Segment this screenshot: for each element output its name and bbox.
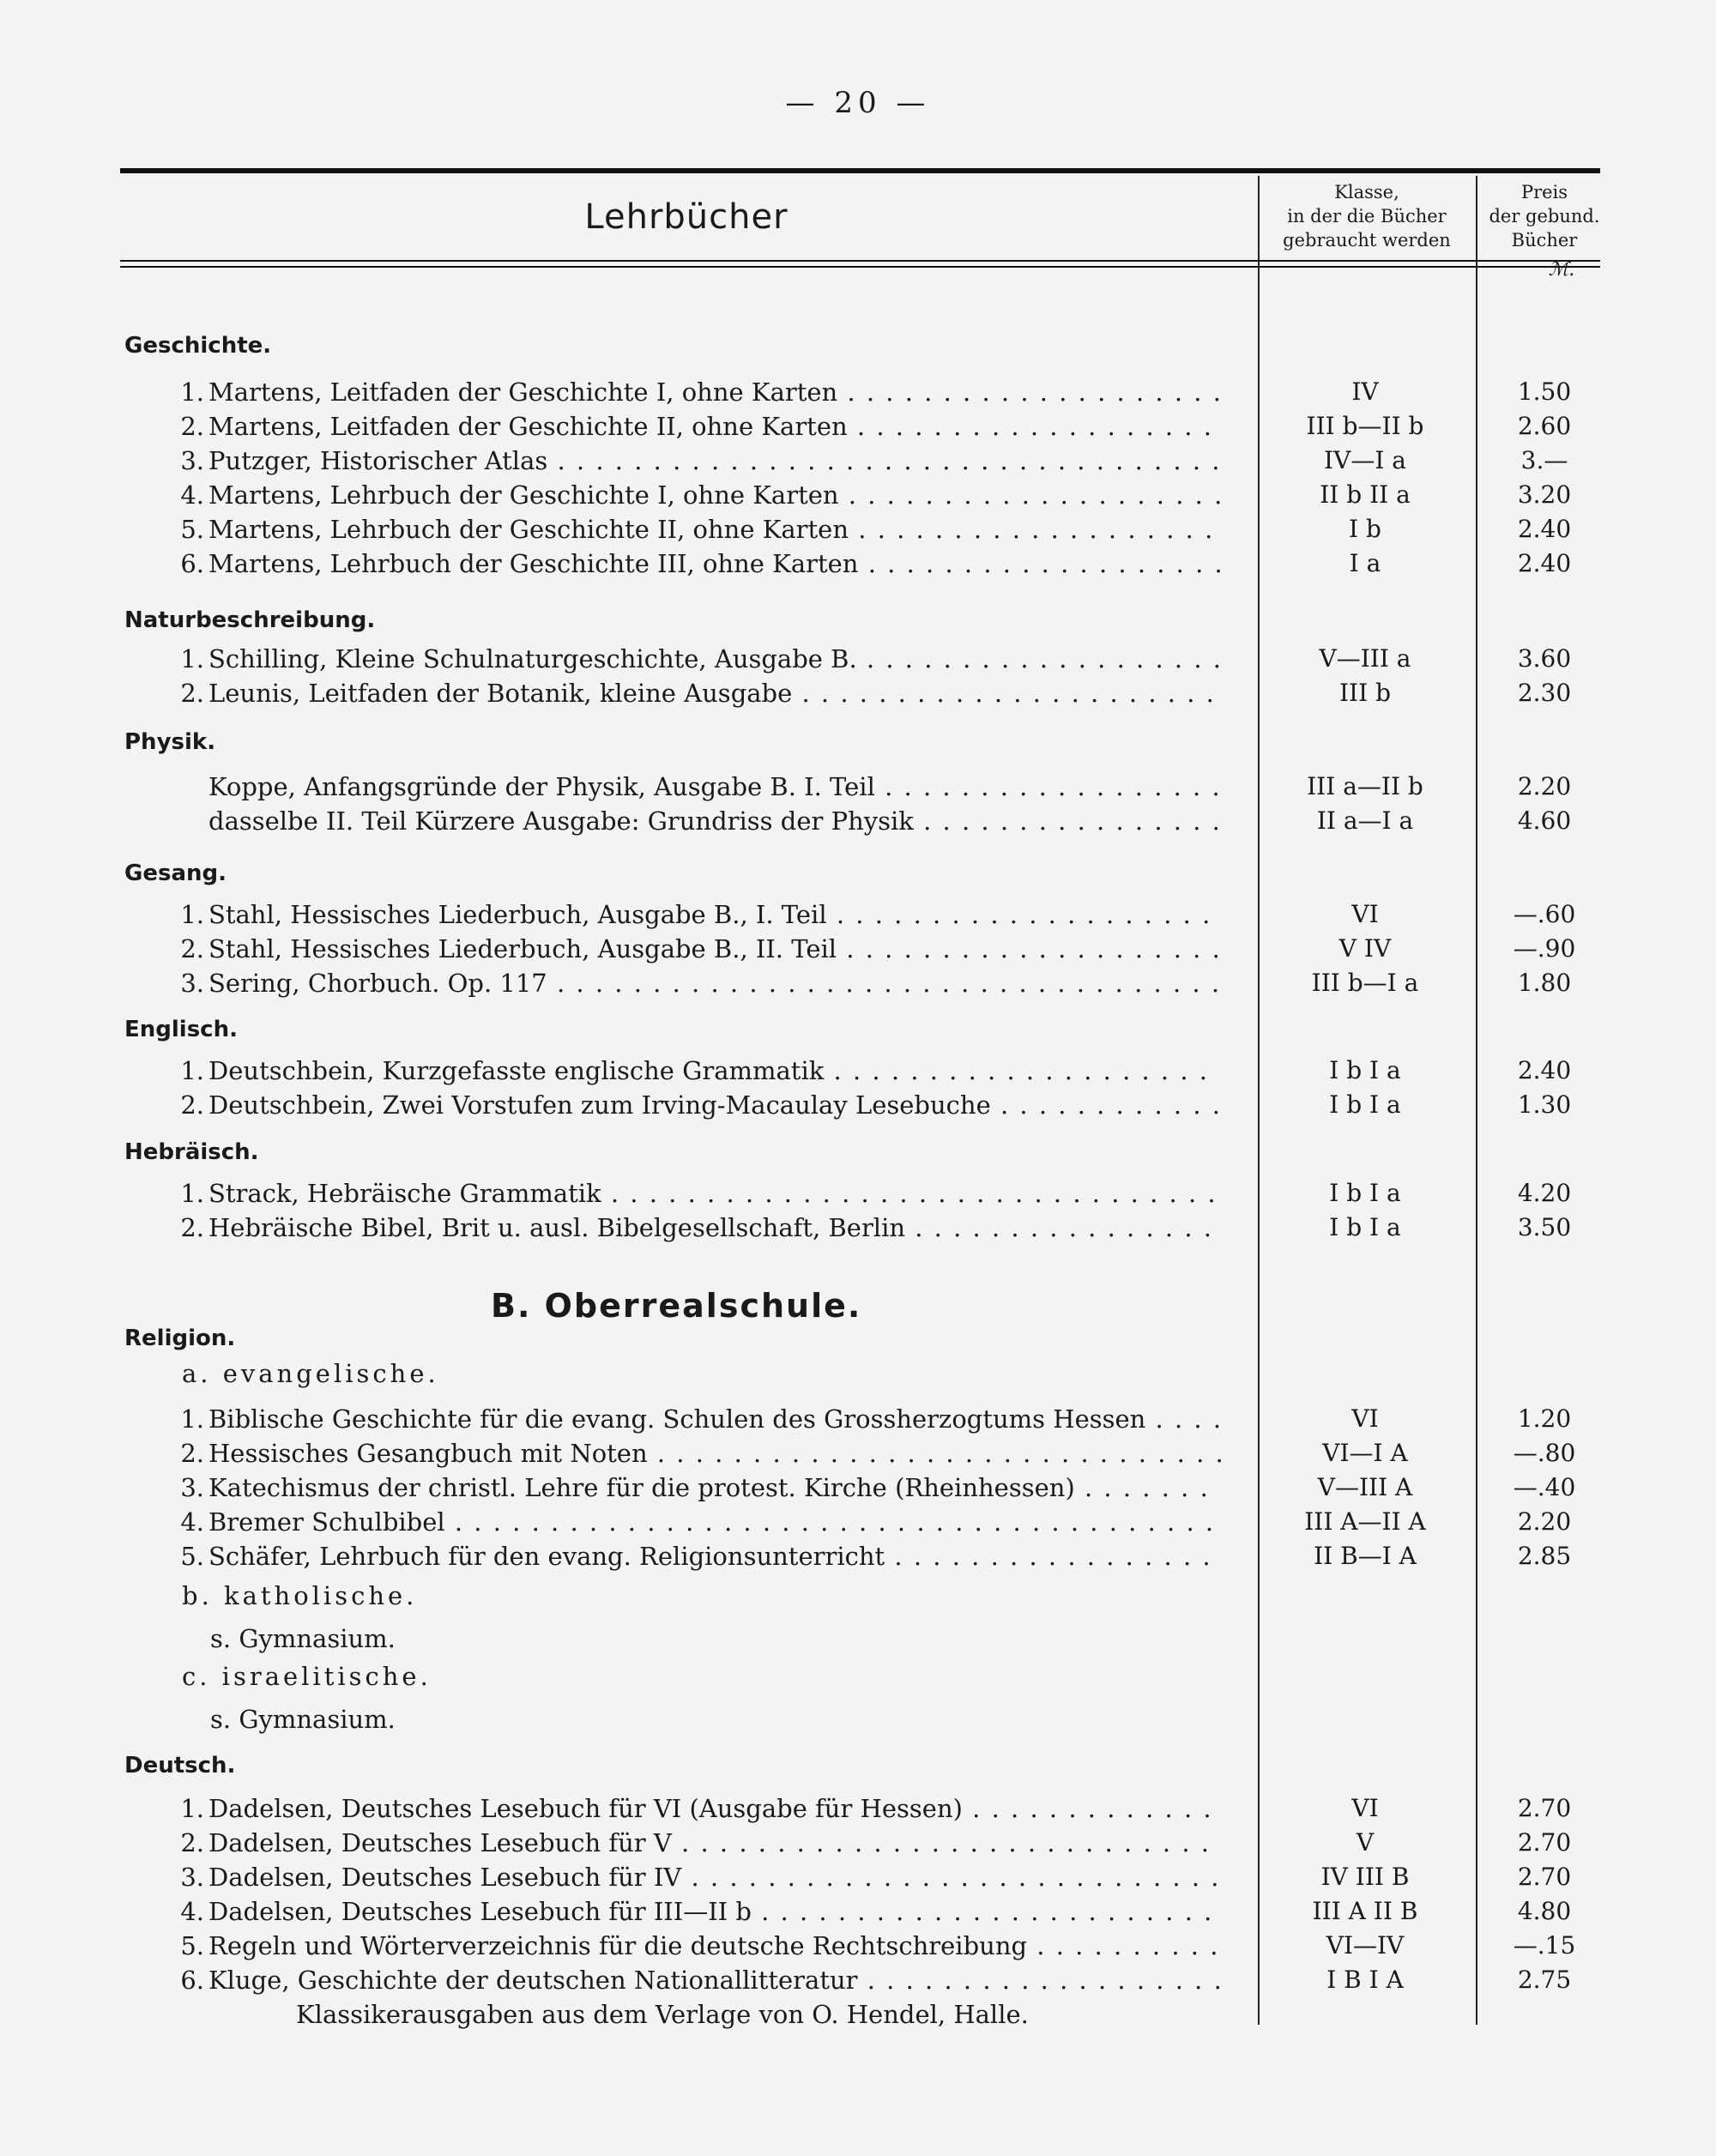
book-price: 1.30 [1517,1090,1572,1119]
book-title: Martens, Lehrbuch der Geschichte II, ohne Karten . . . [208,512,1221,547]
subject-heading-naturbeschreibung: Naturbeschreibung. [124,607,376,633]
klasse-header-line: gebraucht werden [1283,230,1451,251]
book-price: 2.70 [1517,1828,1572,1857]
book-row [0,1791,1716,1826]
book-number: 3. [180,446,204,475]
book-row [0,932,1716,966]
israelitisch-note: s. Gymnasium. [210,1705,396,1734]
book-number: 5. [180,515,204,544]
book-title: Martens, Leitfaden der Geschichte I, ohne Karten . . . [208,375,1221,409]
book-number: 2. [180,1213,204,1242]
religion-subheading-evangelisch: a. evangelische. [182,1359,439,1388]
book-title: Dadelsen, Deutsches Lesebuch für VI (Ausgabe für Hessen) . . . [208,1791,1221,1826]
book-klasse: III A II B [1312,1897,1418,1925]
book-row [0,1929,1716,1963]
book-klasse: VI [1351,1404,1379,1433]
book-title: Hebräische Bibel, Brit u. ausl. Bibelgesellschaft, Berlin . . . [208,1211,1221,1245]
book-klasse: III b [1338,679,1391,707]
book-klasse: I b [1349,515,1381,543]
book-klasse: I B I A [1326,1966,1404,1994]
page-number: — 20 — [785,86,931,120]
book-price: 2.30 [1517,679,1572,707]
book-number: 3. [180,1473,204,1502]
book-number: 1. [180,377,204,407]
katholisch-note: s. Gymnasium. [210,1624,396,1653]
book-klasse: II a—I a [1316,806,1414,835]
book-price: —.80 [1513,1439,1576,1467]
book-title: Biblische Geschichte für die evang. Schulen des Grossherzogtums Hessen . . . [208,1402,1221,1436]
subject-heading-deutsch: Deutsch. [124,1753,236,1779]
book-row [0,547,1716,581]
book-klasse: II B—I A [1314,1542,1417,1570]
book-row [0,770,1716,804]
header-bottom-rule-2 [120,266,1600,268]
table-title: Lehrbücher [584,197,789,237]
book-number: 6. [180,1966,204,1995]
book-title: Dadelsen, Deutsches Lesebuch für III—II b . . . [208,1894,1221,1929]
book-number: 6. [180,549,204,578]
book-klasse: V [1356,1828,1375,1857]
book-price: —.90 [1513,934,1576,963]
book-klasse: I a [1349,549,1381,577]
book-klasse: III b—I a [1311,969,1419,997]
book-klasse: IV III B [1320,1863,1410,1891]
book-title: Leunis, Leitfaden der Botanik, kleine Ausgabe . . . [208,676,1221,710]
book-row [0,1894,1716,1929]
book-number: 2. [180,934,204,963]
book-klasse: III A—II A [1304,1507,1426,1536]
subject-heading-physik: Physik. [124,729,216,755]
book-title: Martens, Leitfaden der Geschichte II, ohne Karten . . . [208,409,1221,444]
book-row [0,1963,1716,1997]
book-title: Dadelsen, Deutsches Lesebuch für IV . . . [208,1860,1221,1894]
book-title: Deutschbein, Kurzgefasste englische Grammatik . . . [208,1054,1221,1088]
book-klasse: IV [1351,377,1379,406]
book-row [0,1054,1716,1088]
book-price: 2.85 [1517,1542,1572,1570]
header-top-rule [120,168,1600,173]
book-title: Stahl, Hessisches Liederbuch, Ausgabe B., II. Teil . . . [208,932,1221,966]
book-klasse: III a—II b [1307,772,1423,800]
book-price: 1.20 [1517,1404,1572,1433]
book-title: Putzger, Historischer Atlas . . . [208,444,1221,478]
book-title: Schilling, Kleine Schulnaturgeschichte, Ausgabe B. . . . [208,642,1221,676]
book-price: 2.40 [1517,1056,1572,1084]
book-row [0,478,1716,512]
book-row [0,1539,1716,1573]
book-number: 5. [180,1542,204,1571]
preis-header-line: Preis [1520,182,1568,202]
book-number: 1. [180,1179,204,1208]
subject-heading-hebraeisch: Hebräisch. [124,1139,259,1165]
klasse-header-line: Klasse, [1334,182,1399,202]
klassiker-note: Klassikerausgaben aus dem Verlage von O. Hendel, Halle. [296,2000,1029,2029]
book-price: 2.75 [1517,1966,1572,1994]
book-title: Koppe, Anfangsgründe der Physik, Ausgabe B. I. Teil . . . [208,770,1221,804]
book-klasse: I b I a [1329,1213,1401,1241]
book-row [0,512,1716,547]
book-row [0,1402,1716,1436]
book-row [0,1436,1716,1471]
book-price: 2.20 [1517,1507,1572,1536]
book-price: 3.— [1520,446,1568,474]
book-price: 1.50 [1517,377,1572,406]
subject-heading-religion: Religion. [124,1326,236,1351]
book-row [0,1176,1716,1211]
book-price: 3.60 [1517,644,1572,673]
book-price: 2.40 [1517,515,1572,543]
book-row [0,1211,1716,1245]
book-klasse: I b I a [1329,1056,1401,1084]
book-number: 1. [180,1404,204,1434]
book-klasse: I b I a [1329,1090,1401,1119]
book-number: 2. [180,1090,204,1120]
book-number: 2. [180,1439,204,1468]
header-bottom-rule [120,260,1600,262]
book-klasse: VI [1351,900,1379,928]
book-title: Dadelsen, Deutsches Lesebuch für V . . . [208,1826,1221,1860]
book-row [0,1471,1716,1505]
book-price: 2.70 [1517,1794,1572,1822]
book-title: Schäfer, Lehrbuch für den evang. Religionsunterricht . . . [208,1539,1221,1573]
book-number: 1. [180,644,204,673]
book-number: 1. [180,900,204,929]
book-row [0,409,1716,444]
book-number: 1. [180,1794,204,1823]
book-klasse: V—III A [1317,1473,1413,1501]
book-klasse: II b II a [1320,480,1411,509]
book-number: 1. [180,1056,204,1085]
book-title: Regeln und Wörterverzeichnis für die deutsche Rechtschreibung . . . [208,1929,1221,1963]
book-price: 2.20 [1517,772,1572,800]
subject-heading-geschichte: Geschichte. [124,333,272,359]
book-row [0,642,1716,676]
book-price: 4.80 [1517,1897,1572,1925]
book-title: Kluge, Geschichte der deutschen Nationallitteratur . . . [208,1963,1221,1997]
book-number: 2. [180,412,204,441]
book-klasse: IV—I a [1324,446,1406,474]
book-price: 2.40 [1517,549,1572,577]
book-title: Martens, Lehrbuch der Geschichte III, ohne Karten . . . [208,547,1221,581]
book-title: Hessisches Gesangbuch mit Noten . . . [208,1436,1221,1471]
book-title: Martens, Lehrbuch der Geschichte I, ohne Karten . . . [208,478,1221,512]
book-number: 4. [180,1507,204,1537]
subject-heading-gesang: Gesang. [124,861,227,886]
book-price: —.40 [1513,1473,1576,1501]
book-row [0,444,1716,478]
book-price: 1.80 [1517,969,1572,997]
book-title: Sering, Chorbuch. Op. 117 . . . [208,966,1221,1000]
book-title: dasselbe II. Teil Kürzere Ausgabe: Grundriss der Physik . . . [208,804,1221,838]
book-row [0,1860,1716,1894]
book-number: 5. [180,1931,204,1960]
book-title: Strack, Hebräische Grammatik . . . [208,1176,1221,1211]
preis-column-header [1477,180,1611,252]
book-number: 3. [180,1863,204,1892]
book-price: —.15 [1513,1931,1576,1960]
book-klasse: V—III a [1319,644,1411,673]
subject-heading-englisch: Englisch. [124,1017,238,1042]
book-row [0,676,1716,710]
book-row [0,966,1716,1000]
currency-symbol: ℳ. [1548,259,1575,281]
book-number: 2. [180,679,204,708]
book-row [0,1826,1716,1860]
book-title: Stahl, Hessisches Liederbuch, Ausgabe B., I. Teil . . . [208,897,1221,932]
book-number: 4. [180,480,204,510]
book-klasse: VI [1351,1794,1379,1822]
klasse-column-header [1260,180,1474,252]
book-klasse: VI—IV [1326,1931,1405,1960]
book-title: Katechismus der christl. Lehre für die protest. Kirche (Rheinhessen) . . . [208,1471,1221,1505]
book-row [0,1505,1716,1539]
preis-header-line: der gebund. [1489,206,1600,226]
book-price: 2.70 [1517,1863,1572,1891]
book-number: 3. [180,969,204,998]
religion-subheading-israelitisch: c. israelitische. [182,1662,432,1691]
klasse-header-line: in der die Bücher [1287,206,1447,226]
book-title: Bremer Schulbibel . . . [208,1505,1221,1539]
book-row [0,897,1716,932]
preis-header-line: Bücher [1511,230,1578,251]
book-price: 3.20 [1517,480,1572,509]
religion-subheading-katholisch: b. katholische. [182,1581,418,1610]
book-klasse: VI—I A [1322,1439,1408,1467]
book-number: 2. [180,1828,204,1857]
book-price: 4.20 [1517,1179,1572,1207]
book-row [0,1088,1716,1122]
book-row [0,804,1716,838]
book-row [0,375,1716,409]
book-number: 4. [180,1897,204,1926]
book-price: —.60 [1513,900,1576,928]
book-title: Deutschbein, Zwei Vorstufen zum Irving-Macaulay Lesebuche . . . [208,1088,1221,1122]
book-klasse: I b I a [1329,1179,1401,1207]
book-klasse: V IV [1338,934,1392,963]
book-price: 4.60 [1517,806,1572,835]
book-price: 3.50 [1517,1213,1572,1241]
section-title: B. Oberrealschule. [491,1287,862,1325]
book-klasse: III b—II b [1306,412,1424,440]
book-price: 2.60 [1517,412,1572,440]
